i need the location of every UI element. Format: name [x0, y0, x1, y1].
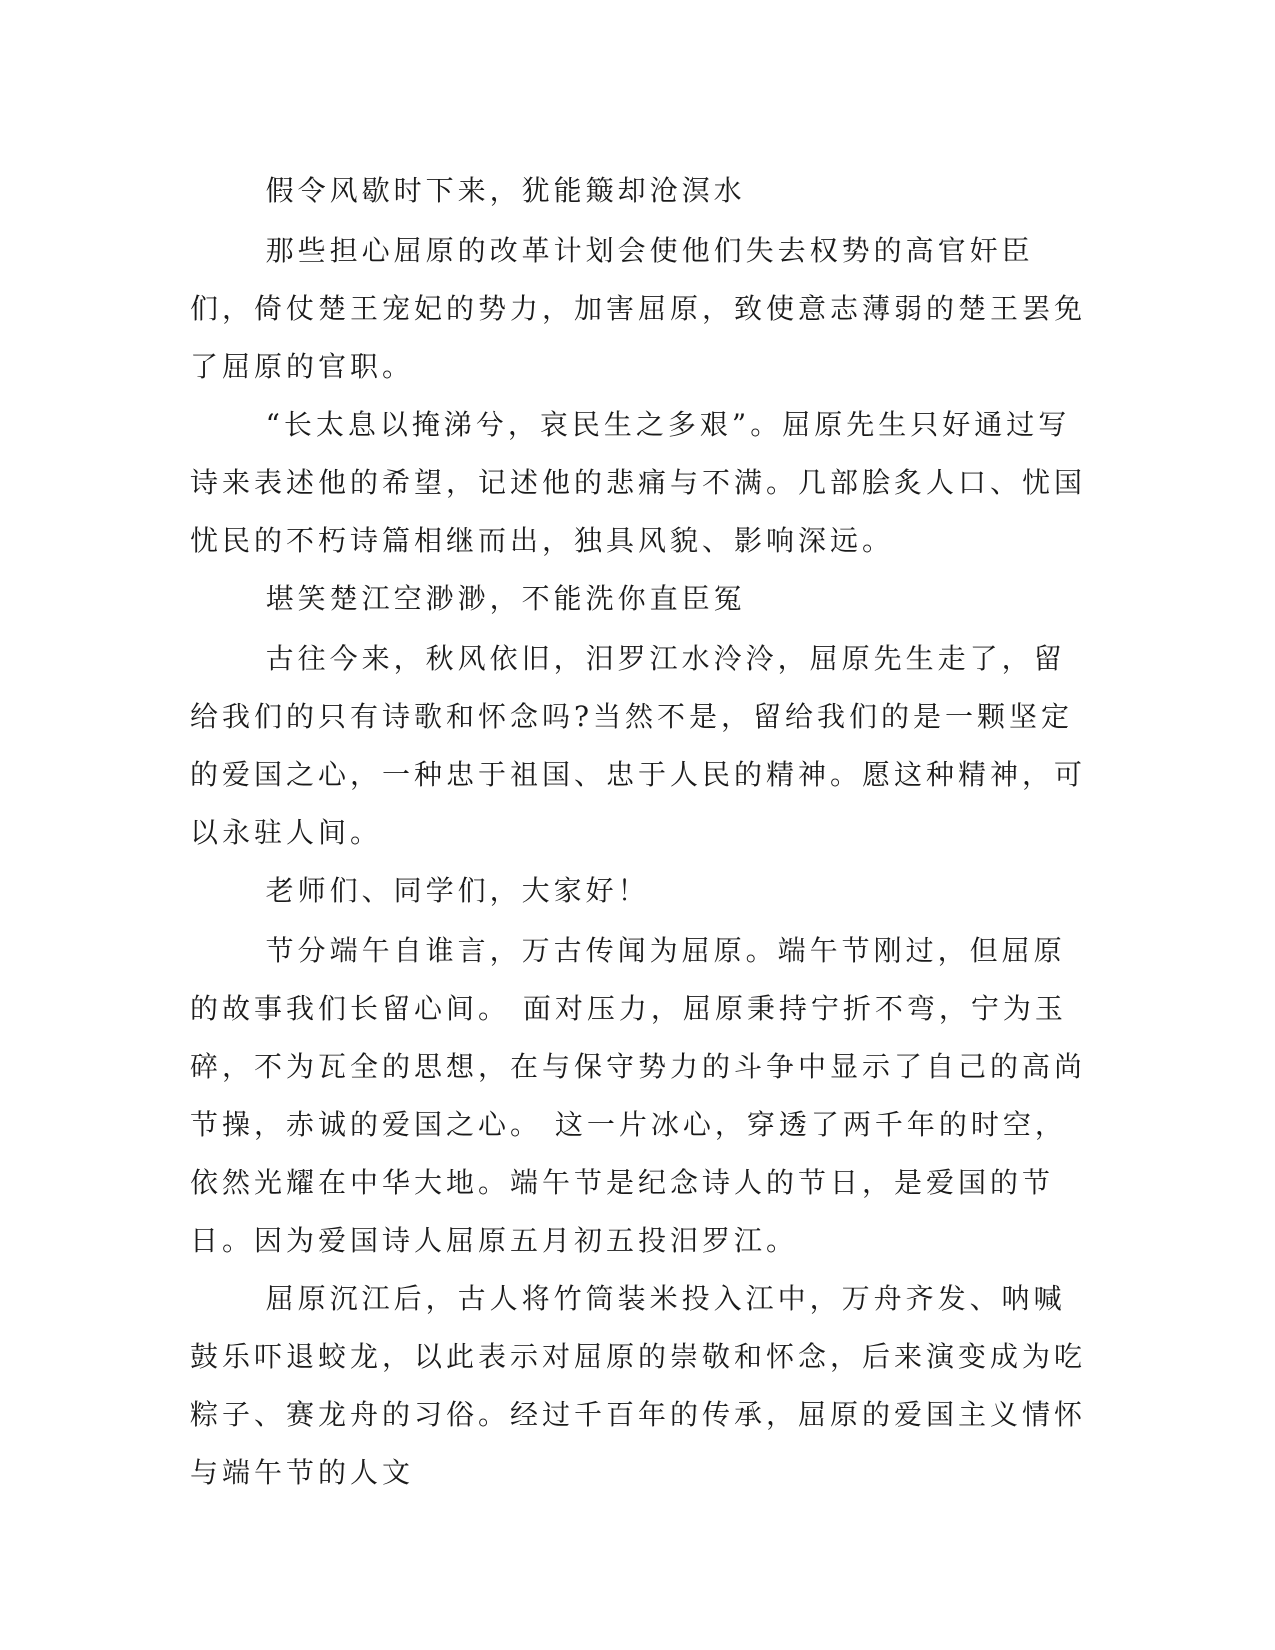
body-paragraph: 古往今来，秋风依旧，汨罗江水泠泠，屈原先生走了，留给我们的只有诗歌和怀念吗?当然不是，留给我们的是一颗坚定的爱国之心，一种忠于祖国、忠于人民的精神。愿这种精神，可以永驻人间。 [190, 642, 1087, 849]
document-body [190, 162, 1090, 1502]
body-paragraph: 屈原沉江后，古人将竹筒装米投入江中，万舟齐发、呐喊鼓乐吓退蛟龙，以此表示对屈原的崇敬和怀念，后来演变成为吃粽子、赛龙舟的习俗。经过千百年的传承，屈原的爱国主义情怀与端午节的人文 [190, 1282, 1087, 1489]
greeting-line: 老师们、同学们，大家好！ [265, 874, 650, 907]
poem-line: 假令风歇时下来，犹能簸却沧溟水 [265, 174, 746, 207]
body-paragraph: 节分端午自谁言，万古传闻为屈原。端午节刚过，但屈原的故事我们长留心间。 面对压力，屈原秉持宁折不弯，宁为玉碎，不为瓦全的思想，在与保守势力的斗争中显示了自己的高尚节操，赤诚的爱国之心。 这一片冰心，穿透了两千年的时空，依然光耀在中华大地。端午节是纪念诗人的节日，是爱国的节日。因为爱国诗人屈原五月初五投汨罗江。 [190, 934, 1087, 1257]
poem-line: 堪笑楚江空渺渺，不能洗你直臣冤 [265, 582, 746, 615]
body-paragraph: “长太息以掩涕兮，哀民生之多艰”。屈原先生只好通过写诗来表述他的希望，记述他的悲痛与不满。几部脍炙人口、忧国忧民的不朽诗篇相继而出，独具风貌、影响深远。 [190, 408, 1087, 557]
body-paragraph: 那些担心屈原的改革计划会使他们失去权势的高官奸臣们，倚仗楚王宠妃的势力，加害屈原，致使意志薄弱的楚王罢免了屈原的官职。 [190, 234, 1087, 383]
